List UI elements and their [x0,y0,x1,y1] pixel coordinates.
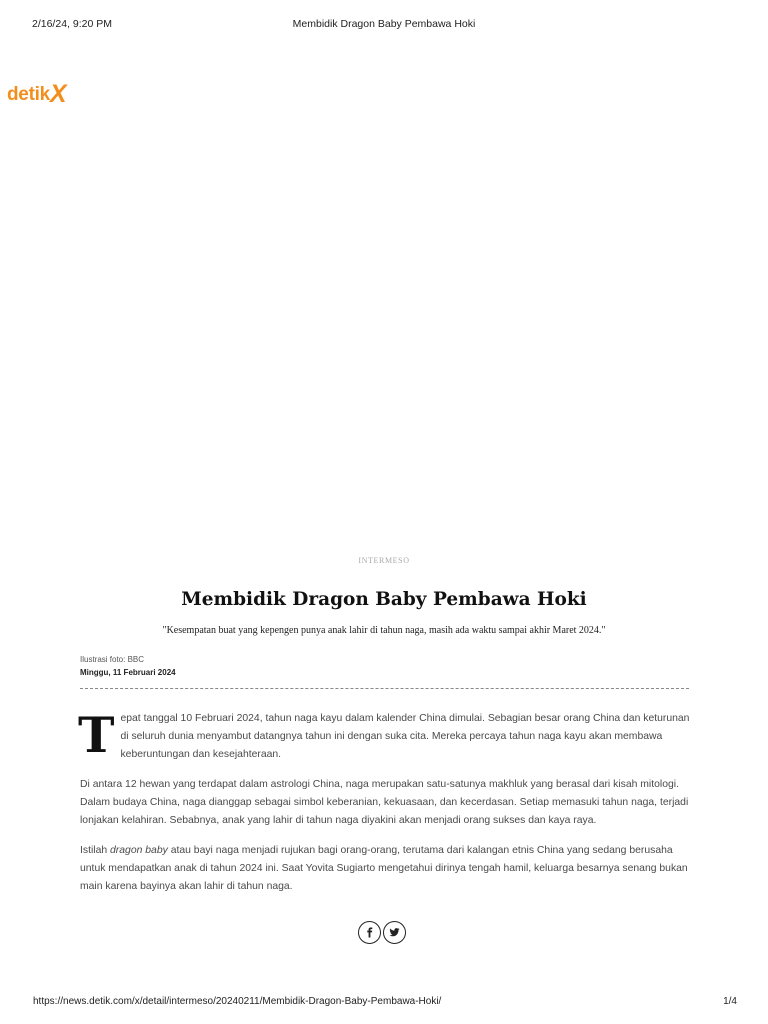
paragraph-3 [80,842,690,896]
hero-image-area [0,110,768,540]
article-headline: Membidik Dragon Baby Pembawa Hoki [181,589,587,610]
image-caption: Ilustrasi foto: BBC [80,655,145,664]
article-subtitle: "Kesempatan buat yang kepengen punya anak lahir di tahun naga, masih ada waktu sampai akhir Maret 2024." [162,625,606,636]
share-buttons [358,921,406,944]
publish-date: Minggu, 11 Februari 2024 [80,668,176,677]
print-footer [0,996,768,1010]
article-category[interactable]: INTERMESO [358,556,410,565]
paragraph-2: Di antara 12 hewan yang terdapat dalam astrologi China, naga merupakan satu-satunya makhluk yang berasal dari kisah mitologi. Dalam budaya China, naga dianggap sebagai simbol keberanian, kekuasaan, dan kecerdasan. Setiap memasuki tahun naga, terjadi lonjakan kelahiran. Sebabnya, anak yang lahir di tahun naga diyakini akan menjadi orang sukses dan kaya raya. [80,779,689,826]
share-twitter-button[interactable] [383,921,406,944]
article-body [78,706,690,908]
facebook-icon [364,927,375,938]
paragraph-3-lead: Istilah [80,845,111,856]
detikx-logo[interactable] [7,78,67,106]
page-number: 1/4 [723,996,737,1007]
print-datetime: 2/16/24, 9:20 PM [32,18,112,30]
paragraph-1-text: epat tanggal 10 Februari 2024, tahun naga kayu dalam kalender China dimulai. Sebagian besar orang China dan keturunan di seluruh dunia menyambut datangnya tahun ini dengan suka cita. Mereka percaya tahun naga kayu akan membawa keberuntungan dan kesejahteraan. [120,713,690,760]
logo-text: detik [7,84,50,105]
paragraph-3-rest: atau bayi naga menjadi rujukan bagi orang-orang, terutama dari kalangan etnis China yang sedang berusaha untuk mendapatkan anak di tahun 2024 ini. Saat Yovita Sugiarto mengetahui dirinya tengah hamil, keluarga besarnya senang bukan main karena bayinya akan lahir di tahun naga. [80,845,688,892]
print-page-title: Membidik Dragon Baby Pembawa Hoki [292,18,476,30]
twitter-icon [389,927,400,938]
logo-x-mark: X [49,80,67,108]
paragraph-1 [78,706,690,764]
dropcap: T [78,706,115,764]
divider [80,688,689,689]
share-facebook-button[interactable] [358,921,381,944]
print-header [0,18,768,32]
paragraph-3-term: dragon baby [110,845,168,856]
page-url: https://news.detik.com/x/detail/intermeso/20240211/Membidik-Dragon-Baby-Pembawa-Hoki/ [33,996,442,1007]
